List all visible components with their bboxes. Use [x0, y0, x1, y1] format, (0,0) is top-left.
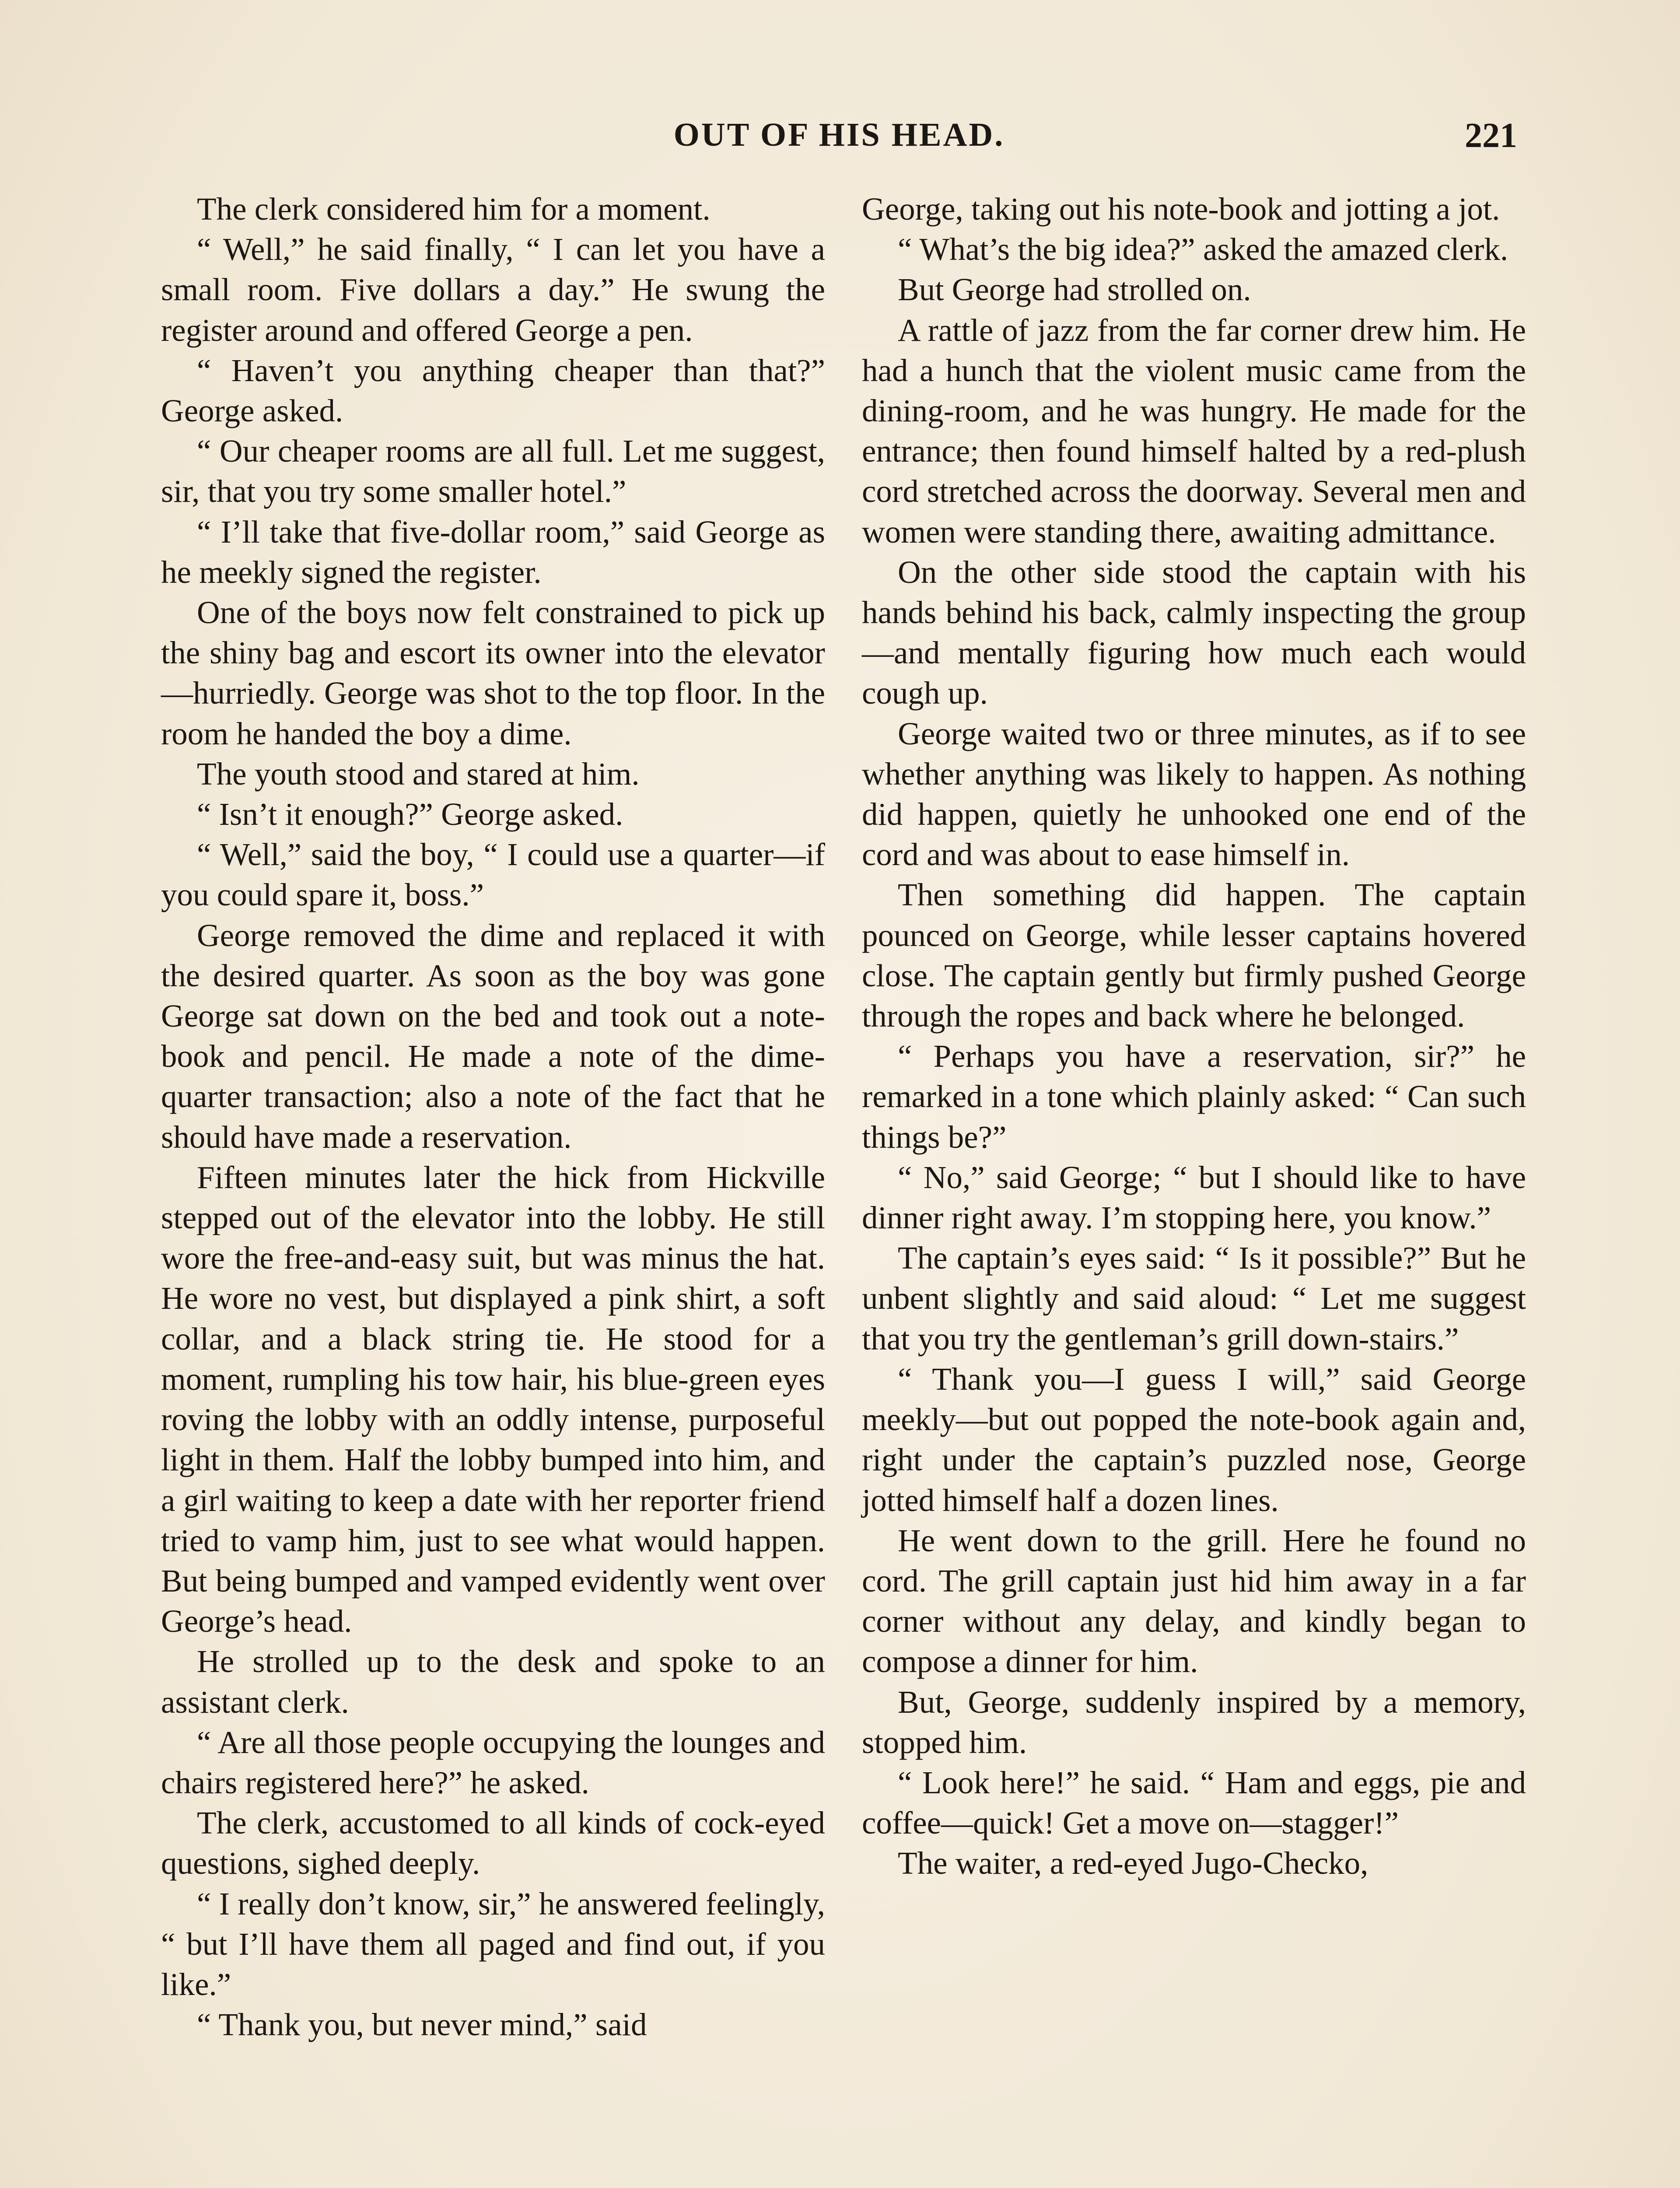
- paragraph: George, taking out his note-book and jotting a jot.: [862, 191, 1500, 227]
- paragraph: Then something did happen. The captain pounced on George, while lesser captains hovered close. The captain gently but firmly pushed George through the ropes and back where he belonged.: [862, 877, 1526, 1034]
- paragraph: On the other side stood the captain with his hands behind his back, calmly inspecting the group—and mentally figuring how much each would cough up.: [862, 554, 1526, 711]
- paragraph: “ Haven’t you anything cheaper than that?” George asked.: [161, 352, 825, 429]
- paragraph: One of the boys now felt constrained to pick up the shiny bag and escort its owner into the elevator—hurriedly. George was shot to the top floor. In the room he handed the boy a dime.: [161, 595, 825, 751]
- paragraph: “ Well,” he said finally, “ I can let you have a small room. Five dollars a day.” He swung the register around and offered George a pen.: [161, 231, 825, 348]
- running-title: OUT OF HIS HEAD.: [673, 116, 1005, 153]
- paragraph: The captain’s eyes said: “ Is it possible?” But he unbent slightly and said aloud: “ Let me suggest that you try the gentleman’s grill down-stairs.”: [862, 1240, 1526, 1357]
- page-number: 221: [1465, 116, 1517, 155]
- paragraph: “ Look here!” he said. “ Ham and eggs, pie and coffee—quick! Get a move on—stagger!”: [862, 1764, 1526, 1841]
- paragraph: But George had strolled on.: [898, 272, 1251, 308]
- paragraph: “ No,” said George; “ but I should like to have dinner right away. I’m stopping here, you know.”: [862, 1159, 1526, 1236]
- paragraph: “ Perhaps you have a reservation, sir?” he remarked in a tone which plainly asked: “ Can such things be?”: [862, 1038, 1526, 1155]
- paragraph: A rattle of jazz from the far corner drew him. He had a hunch that the violent music came from the dining-room, and he was hungry. He made for the entrance; then found himself halted by a red-plush cord stretched across the doorway. Several men and women were standing there, awaiting admittance.: [862, 312, 1526, 550]
- paragraph: The youth stood and stared at him.: [197, 756, 640, 792]
- paragraph: “ Well,” said the boy, “ I could use a quarter—if you could spare it, boss.”: [161, 837, 825, 913]
- paragraph: “ Isn’t it enough?” George asked.: [197, 796, 623, 832]
- paragraph: George waited two or three minutes, as if to see whether anything was likely to happen. As nothing did happen, quietly he unhooked one end of the cord and was about to ease himself in.: [862, 715, 1526, 873]
- paragraph: The clerk, accustomed to all kinds of cock-eyed questions, sighed deeply.: [161, 1805, 825, 1881]
- paragraph: “ I really don’t know, sir,” he answered feelingly, “ but I’ll have them all paged and find out, if you like.”: [161, 1886, 825, 2002]
- page-header: [161, 116, 1517, 164]
- paragraph: But, George, suddenly inspired by a memory, stopped him.: [862, 1684, 1526, 1760]
- paragraph: “ Our cheaper rooms are all full. Let me suggest, sir, that you try some smaller hotel.”: [161, 433, 825, 509]
- paragraph: “ Thank you—I guess I will,” said George meekly—but out popped the note-book again and, right under the captain’s puzzled nose, George jotted himself half a dozen lines.: [862, 1361, 1526, 1518]
- paragraph: “ Thank you, but never mind,” said: [197, 2007, 647, 2043]
- left-text-column: [161, 189, 825, 2045]
- paragraph: “ I’ll take that five-dollar room,” said George as he meekly signed the register.: [161, 514, 825, 590]
- paragraph: The clerk considered him for a moment.: [197, 191, 710, 227]
- paragraph: He strolled up to the desk and spoke to an assistant clerk.: [161, 1644, 825, 1720]
- paragraph: The waiter, a red-eyed Jugo-Checko,: [898, 1845, 1368, 1881]
- paragraph: He went down to the grill. Here he found no cord. The grill captain just hid him away in a far corner without any delay, and kindly began to compose a dinner for him.: [862, 1522, 1526, 1680]
- paragraph: George removed the dime and replaced it with the desired quarter. As soon as the boy was gone George sat down on the bed and took out a note-book and pencil. He made a note of the dime-quarter transaction; also a note of the fact that he should have made a reservation.: [161, 917, 825, 1155]
- paragraph: Fifteen minutes later the hick from Hickville stepped out of the elevator into the lobby. He still wore the free-and-easy suit, but was minus the hat. He wore no vest, but displayed a pink shirt, a soft collar, and a black string tie. He stood for a moment, rumpling his tow hair, his blue-green eyes roving the lobby with an oddly intense, purposeful light in them. Half the lobby bumped into him, and a girl waiting to keep a date with her reporter friend tried to vamp him, just to see what would happen. But being bumped and vamped evidently went over George’s head.: [161, 1159, 825, 1639]
- paragraph: “ What’s the big idea?” asked the amazed clerk.: [898, 231, 1508, 267]
- paragraph: “ Are all those people occupying the lounges and chairs registered here?” he asked.: [161, 1724, 825, 1800]
- right-text-column: [862, 189, 1526, 1884]
